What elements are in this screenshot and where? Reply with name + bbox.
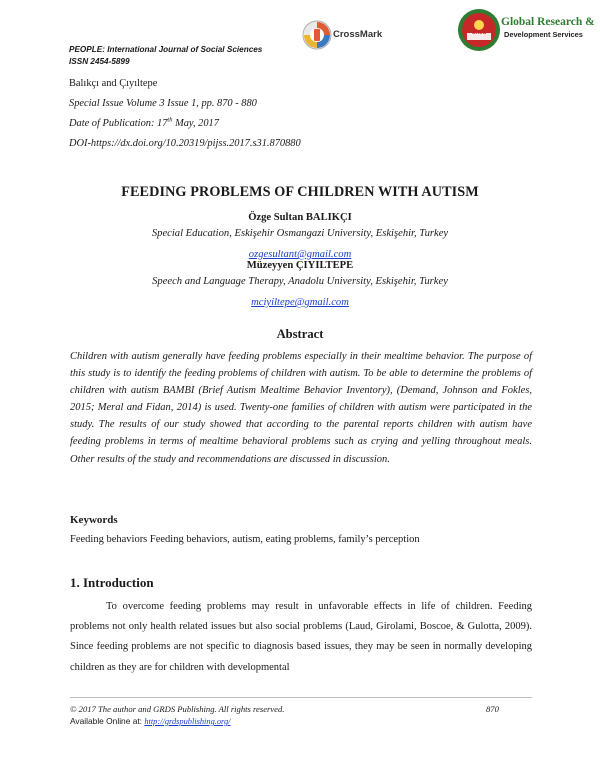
grds-badge-text: GRDS — [471, 30, 487, 36]
crossmark-icon[interactable] — [302, 20, 332, 50]
author-email-link[interactable]: mciyiltepe@gmail.com — [251, 297, 349, 308]
journal-name: PEOPLE: International Journal of Social Sciences — [69, 45, 263, 54]
issue-info: Special Issue Volume 3 Issue 1, pp. 870 - 880 — [69, 98, 257, 109]
intro-text: To overcome feeding problems may result in unfavorable effects in life of children. Feeding problems not only health related issues but also social problems (Laud, Girolami, Boscoe, & Gulotta, 2009). Since feeding problems are not specific to diagnosis based issues, they may be seen in normally developing children as they are for children with developmental — [70, 601, 532, 673]
footer-divider — [70, 697, 532, 698]
abstract-text: Children with autism generally have feeding problems especially in their mealtime behavior. The purpose of this study is to identify the feeding problems of children with autism. To be able to determine the problems of children with autism BAMBI (Brief Autism Mealtime Behavior Inventory), (Demand, Johnson and Fokles, 2015; Meral and Fidan, 2014) is used. Twenty-one families of children with autism were participated in the study. The results of our study showed that according to the parental reports children with autism have feeding problems in terms of mealtime behavioral problems such as crying and yelling throughout meals. Other results of the study and recommendations are discussed in discussion. — [70, 351, 532, 465]
author-affiliation: Special Education, Eskişehir Osmangazi University, Eskişehir, Turkey — [151, 228, 449, 239]
footer-copyright: © 2017 The author and GRDS Publishing. All rights reserved. — [70, 704, 285, 714]
author-email-row — [0, 292, 600, 310]
page-number: 870 — [486, 704, 499, 714]
intro-paragraph — [70, 597, 532, 678]
journal-header — [69, 44, 262, 68]
keywords-heading: Keywords — [70, 514, 118, 526]
running-authors: Balıkçı and Çıyıltepe — [69, 78, 158, 89]
footer-availability: Available Online at: http://grdspublishing.org/ — [70, 716, 231, 726]
section-heading: 1. Introduction — [70, 575, 154, 590]
paper-title: FEEDING PROBLEMS OF CHILDREN WITH AUTISM — [121, 184, 479, 200]
grds-title: Global Research & — [501, 16, 595, 28]
grds-subtitle: Development Services — [504, 30, 583, 39]
author-email-link[interactable]: ozgesultant@gmail.com — [248, 249, 352, 260]
author-affiliation: Speech and Language Therapy, Anadolu University, Eskişehir, Turkey — [152, 276, 448, 287]
abstract-heading: Abstract — [276, 327, 324, 341]
author-name: Özge Sultan BALIKÇI — [248, 212, 352, 223]
doi-link[interactable]: DOI-https://dx.doi.org/10.20319/pijss.2017.s31.870880 — [69, 138, 301, 149]
journal-issn: ISSN 2454-5899 — [69, 57, 130, 66]
crossmark-label: CrossMark — [333, 29, 383, 40]
publication-date: Date of Publication: 17th May, 2017 — [69, 116, 219, 129]
publisher-link[interactable]: http://grdspublishing.org/ — [144, 717, 231, 726]
keywords-text: Feeding behaviors Feeding behaviors, autism, eating problems, family’s perception — [70, 534, 420, 545]
author-name: Müzeyyen ÇIYILTEPE — [246, 260, 354, 271]
